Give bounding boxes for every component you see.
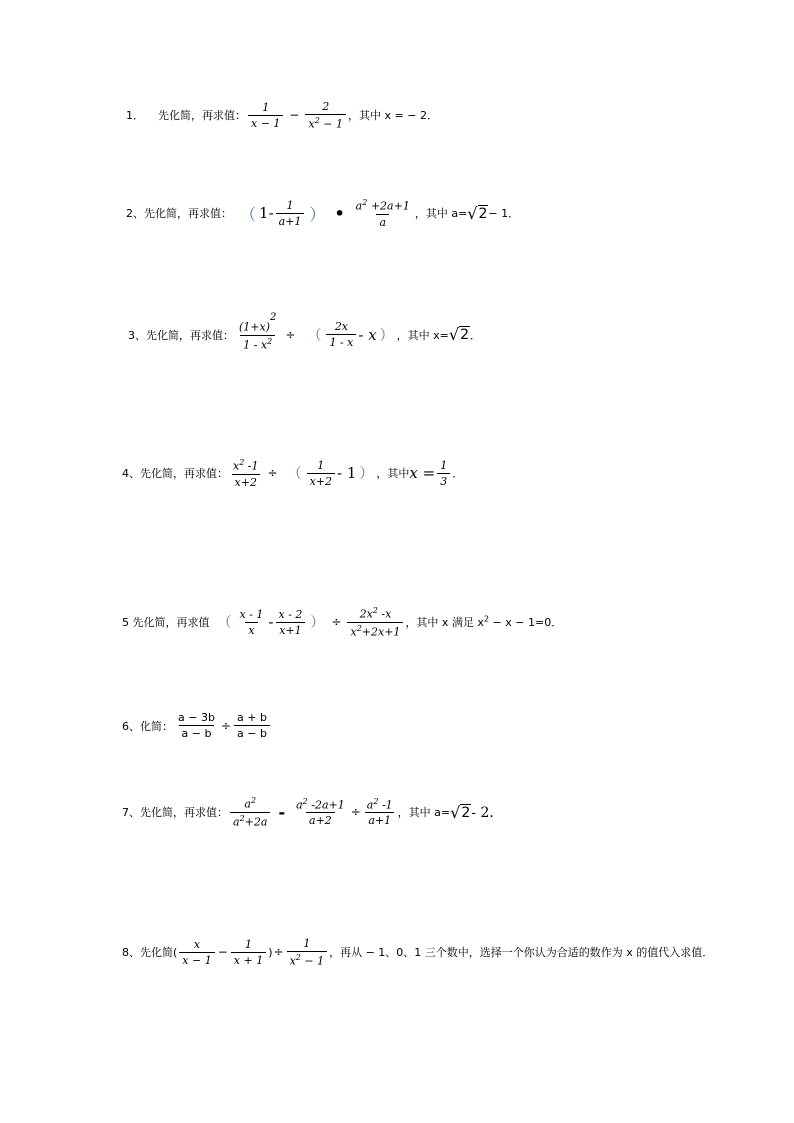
problem-2-label: 2、先化简，再求值： — [126, 207, 232, 221]
divide-sign: ÷ — [273, 945, 284, 960]
term: - 1 — [337, 464, 357, 483]
sqrt-symbol: √ — [448, 325, 460, 345]
fraction: $\frac{1}{x^2 - 1}$ — [287, 937, 328, 968]
left-paren: （ — [217, 615, 232, 632]
fraction: $\frac{1}{3}$ — [437, 459, 450, 488]
problem-4: 4、先化简，再求值： $\frac{x^2 -1}{x+2}$ ÷ （ $\frac{1}{x+2}$ - 1 ） ，其中 x = $\frac{1}{3}$ ． — [122, 458, 464, 489]
problem-7: 7、先化简，再求值： $\frac{a^2}{a^2+2a}$ - $\frac{a^2 -2a+1}{a+2}$ ÷ $\frac{a^2 -1}{a+1}$ ，其中 a= √ 2 - 2． — [122, 796, 504, 829]
left-paren: ( — [173, 945, 178, 959]
problem-7-condition: ，其中 a= — [397, 806, 451, 820]
sqrt-symbol: √ — [467, 203, 478, 223]
problem-5-condition: ，其中 x 满足 $x^2 - x - 1=0$． — [405, 614, 563, 630]
problem-1-label: 1． — [126, 109, 144, 123]
minus-sign: − — [289, 108, 300, 123]
divide-sign: ÷ — [267, 466, 278, 481]
problem-4-label: 4、先化简，再求值： — [122, 467, 228, 481]
problem-8-label: 8、先化简 — [122, 946, 173, 960]
sqrt-value: 2 — [460, 327, 470, 344]
fraction: $\frac{1}{x + 1}$ — [231, 938, 266, 967]
fraction: $\frac{1}{a+1}$ — [276, 199, 305, 228]
fraction: $\frac{2}{x^2 - 1}$ — [305, 100, 346, 131]
minus-sign: - — [268, 204, 274, 223]
left-paren: （ — [307, 327, 322, 344]
sqrt-value: 2 — [478, 205, 488, 222]
problem-5-label: 5 先化简，再求值 — [122, 616, 210, 630]
minus-sign: - — [278, 802, 286, 822]
fraction: $\frac{1}{x - 1}$ — [248, 101, 283, 130]
problem-8 — [122, 937, 713, 968]
fraction: $\frac{a^2 +2a+1}{a}$ — [355, 198, 410, 229]
problem-1-instruction: 先化简，再求值： — [158, 109, 246, 123]
problem-5 — [122, 606, 562, 638]
fraction: $\frac{a^2}{a^2+2a}$ — [230, 796, 270, 828]
minus-sign: − — [217, 945, 228, 960]
problem-6 — [122, 711, 272, 740]
problem-1-condition: ，其中 x = − 2． — [348, 109, 438, 123]
fraction: $\frac{2x^2 -x}{x^2+2x+1}$ — [347, 606, 403, 638]
right-paren: ） — [359, 466, 374, 483]
problem-8-instruction: ，再从 − 1、0、1 三个数中，选择一个你认为合适的数作为 x 的值代入求值． — [329, 946, 714, 960]
multiply-dot: • — [334, 203, 345, 223]
problem-1 — [126, 100, 438, 131]
x-equals: x = — [409, 464, 436, 483]
problem-2: 2、先化简，再求值： （ 1 - $\frac{1}{a+1}$ ） • $\frac{a^2 +2a+1}{a}$ ，其中 a= √ 2 − 1． — [126, 198, 520, 229]
problem-3: 3、先化简，再求值： $\frac{(1+x)^2}{1 - x^2}$ ÷ （ $\frac{2x}{1 - x}$ - x ） ，其中 x= √ 2 ． — [128, 312, 482, 352]
problem-4-condition: ，其中 — [376, 467, 410, 481]
right-paren: ） — [379, 327, 394, 344]
divide-sign: ÷ — [331, 615, 342, 630]
divide-sign: ÷ — [285, 327, 296, 342]
minus-sign: - — [268, 613, 274, 632]
left-paren: （ — [287, 466, 302, 483]
fraction: $\frac{a + b}{a - b}$ — [234, 711, 270, 740]
fraction: $\frac{2x}{1 - x}$ — [326, 320, 356, 349]
fraction: $\frac{x^2 -1}{x+2}$ — [233, 458, 259, 489]
term: - x — [358, 325, 377, 344]
fraction: $\frac{1}{x+2}$ — [307, 459, 335, 488]
divide-sign: ÷ — [350, 805, 361, 820]
sqrt-value: 2 — [461, 804, 471, 821]
right-paren: ） — [309, 204, 326, 224]
problem-7-label: 7、先化简，再求值： — [122, 806, 228, 820]
left-paren: （ — [240, 204, 257, 224]
fraction: $\frac{a^2 -1}{a+1}$ — [366, 796, 393, 828]
term: 1 — [259, 204, 269, 223]
fraction: $\frac{x - 2}{x+1}$ — [276, 608, 306, 637]
fraction: $\frac{a - 3b}{a - b}$ — [178, 711, 215, 740]
right-paren: ） — [310, 615, 325, 632]
fraction: $\frac{x - 1}{x}$ — [239, 607, 264, 637]
problem-6-label: 6、化简： — [122, 719, 173, 733]
fraction: $\frac{a^2 -2a+1}{a+2}$ — [296, 796, 345, 828]
sqrt-symbol: √ — [450, 802, 461, 822]
problem-3-condition: ，其中 x= — [396, 328, 449, 342]
fraction: $\frac{x}{x - 1}$ — [179, 938, 214, 967]
problem-2-condition: ，其中 a= — [414, 207, 468, 221]
problem-3-label: 3、先化简，再求值： — [128, 328, 234, 342]
right-paren: ) — [268, 945, 273, 959]
divide-sign: ÷ — [220, 718, 231, 733]
fraction: $\frac{(1+x)^2}{1 - x^2}$ — [239, 312, 277, 352]
